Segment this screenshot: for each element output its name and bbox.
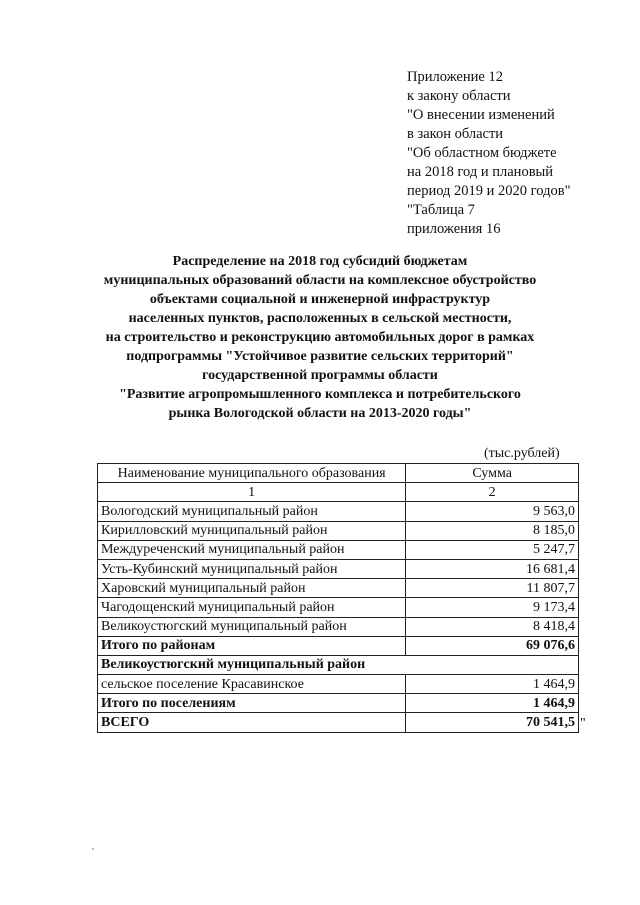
- table-header-row: [98, 464, 579, 483]
- title-line: муниципальных образований области на комплексное обустройство: [103, 273, 537, 288]
- row-name: Харовский муниципальный район: [98, 579, 406, 598]
- row-name: Кирилловский муниципальный район: [98, 521, 406, 540]
- grand-total-value: 70 541,5: [406, 713, 579, 732]
- total-settlements-row: [98, 694, 579, 713]
- grand-total-label: ВСЕГО: [98, 713, 406, 732]
- grand-total-row: [98, 713, 579, 732]
- appendix-line: "Таблица 7: [407, 202, 475, 218]
- appendix-reference: [407, 68, 571, 239]
- table-row: [98, 502, 579, 521]
- total-value: 69 076,6: [406, 636, 579, 655]
- row-sum: 8 418,4: [406, 617, 579, 636]
- row-sum: 16 681,4: [406, 559, 579, 578]
- appendix-line: Приложение 12: [407, 69, 503, 85]
- title-line: "Развитие агропромышленного комплекса и потребительского: [119, 387, 521, 402]
- row-sum: 9 563,0: [406, 502, 579, 521]
- appendix-line: на 2018 год и плановый: [407, 164, 554, 180]
- row-sum: 9 173,4: [406, 598, 579, 617]
- table-row: [98, 598, 579, 617]
- row-sum: 8 185,0: [406, 521, 579, 540]
- header-name: Наименование муниципального образования: [98, 464, 406, 483]
- row-name: Великоустюгский муниципальный район: [98, 617, 406, 636]
- column-number-row: [98, 483, 579, 502]
- document-title: [60, 252, 580, 423]
- table-row: [98, 540, 579, 559]
- scan-speck: [92, 848, 94, 850]
- total-value: 1 464,9: [406, 694, 579, 713]
- title-line: населенных пунктов, расположенных в сельской местности,: [128, 311, 512, 326]
- appendix-line: приложения 16: [407, 221, 501, 237]
- subsidy-table: [97, 463, 579, 733]
- appendix-line: к закону области: [407, 88, 511, 104]
- total-label: Итого по поселениям: [98, 694, 406, 713]
- row-name: Междуреченский муниципальный район: [98, 540, 406, 559]
- row-name: Усть-Кубинский муниципальный район: [98, 559, 406, 578]
- title-line: рынка Вологодской области на 2013-2020 годы": [168, 406, 472, 421]
- table-row: [98, 521, 579, 540]
- row-sum: 11 807,7: [406, 579, 579, 598]
- title-line: Распределение на 2018 год субсидий бюджетам: [172, 254, 468, 269]
- closing-quote: ": [580, 716, 586, 731]
- total-label: Итого по районам: [98, 636, 406, 655]
- title-line: объектами социальной и инженерной инфраструктур: [149, 292, 491, 307]
- table-row: [98, 559, 579, 578]
- appendix-line: в закон области: [407, 126, 504, 142]
- title-line: на строительство и реконструкцию автомобильных дорог в рамках: [105, 330, 535, 345]
- title-line: государственной программы области: [202, 368, 438, 383]
- units-label: (тыс.рублей): [484, 446, 560, 461]
- column-number: 1: [98, 483, 406, 502]
- row-sum: 5 247,7: [406, 540, 579, 559]
- column-number: 2: [406, 483, 579, 502]
- appendix-line: "Об областном бюджете: [407, 145, 557, 161]
- row-name: сельское поселение Красавинское: [98, 675, 406, 694]
- section-title-row: [98, 655, 579, 674]
- appendix-line: период 2019 и 2020 годов": [407, 183, 571, 199]
- title-line: подпрограммы "Устойчивое развитие сельских территорий": [126, 349, 514, 364]
- row-sum: 1 464,9: [406, 675, 579, 694]
- header-sum: Сумма: [406, 464, 579, 483]
- table-row: [98, 675, 579, 694]
- total-districts-row: [98, 636, 579, 655]
- row-name: Вологодский муниципальный район: [98, 502, 406, 521]
- section-title: Великоустюгский муниципальный район: [98, 655, 579, 674]
- appendix-line: "О внесении изменений: [407, 107, 555, 123]
- table-row: [98, 617, 579, 636]
- row-name: Чагодощенский муниципальный район: [98, 598, 406, 617]
- table-row: [98, 579, 579, 598]
